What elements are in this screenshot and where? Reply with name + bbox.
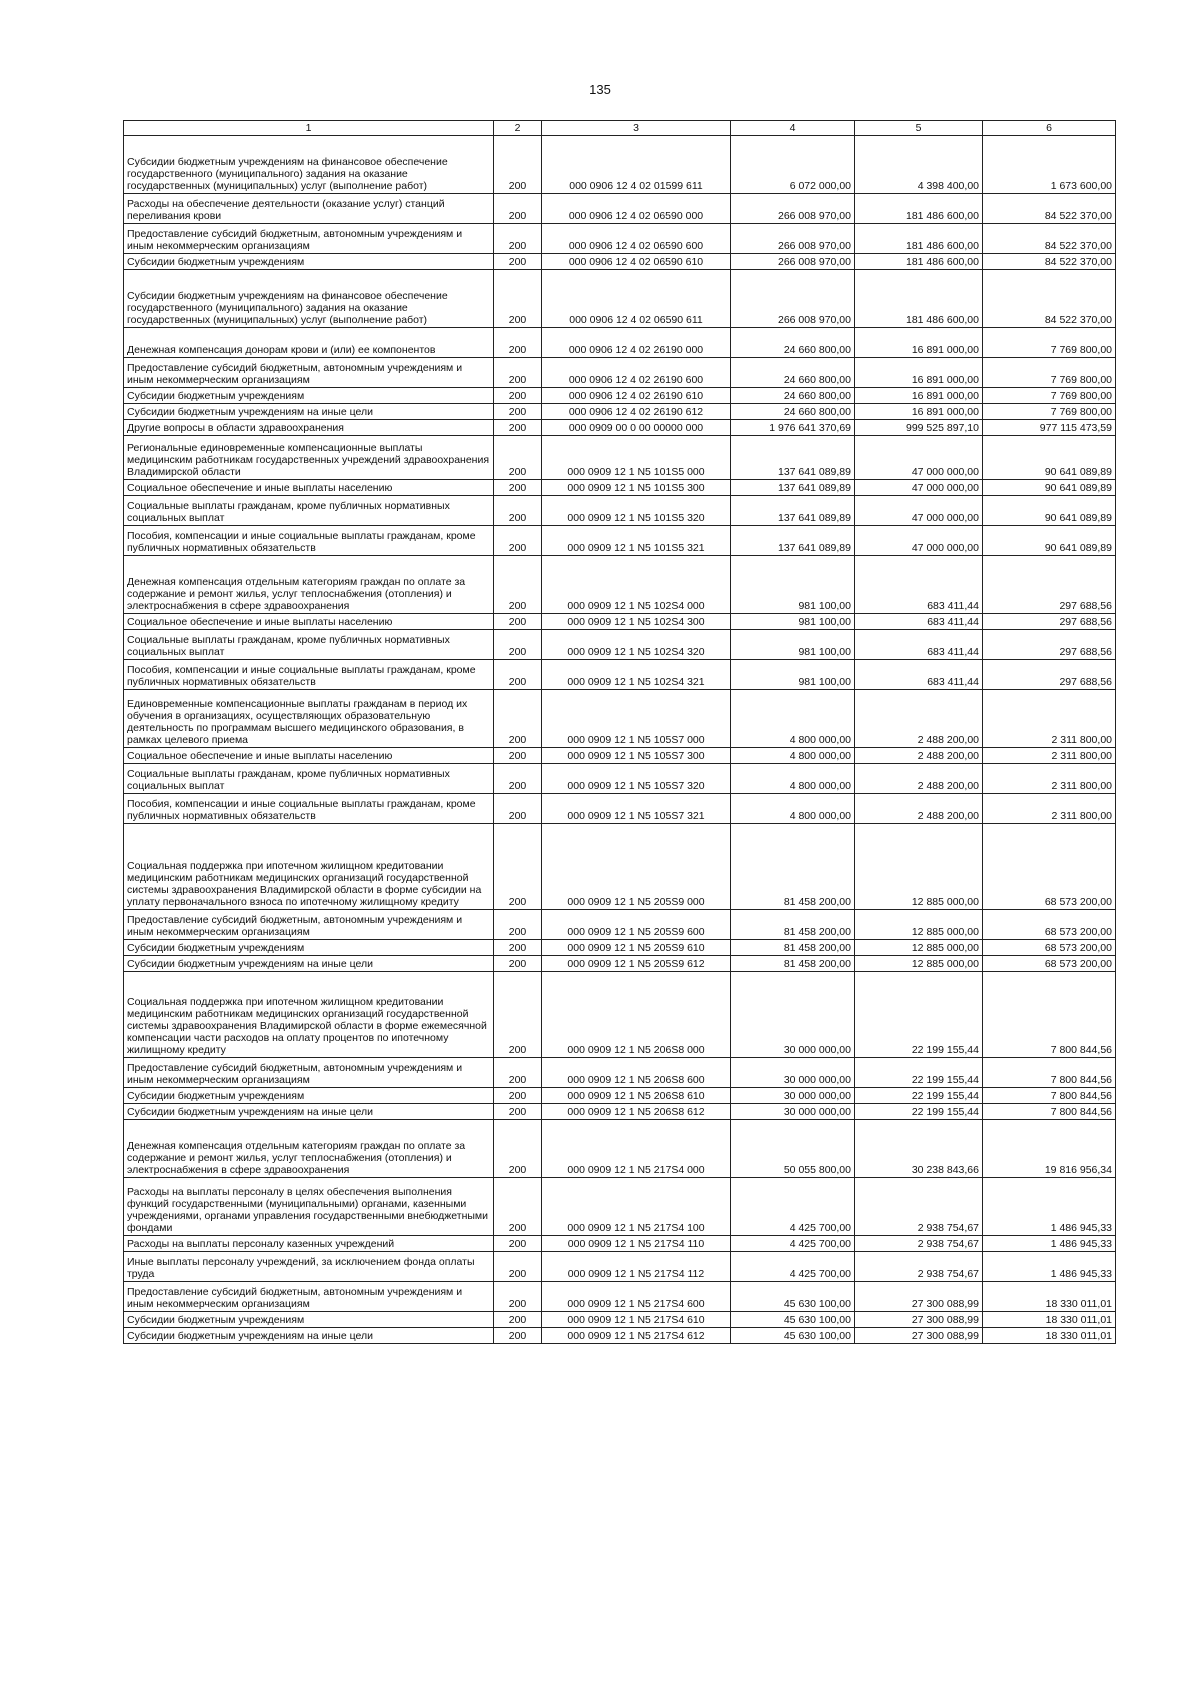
code-cell: 200 <box>494 614 542 630</box>
amount-remaining-cell: 68 573 200,00 <box>983 824 1116 910</box>
kbk-cell: 000 0906 12 4 02 26190 610 <box>542 388 731 404</box>
table-row <box>124 940 1116 956</box>
amount-remaining-cell: 90 641 089,89 <box>983 526 1116 556</box>
kbk-cell: 000 0906 12 4 02 06590 611 <box>542 270 731 328</box>
kbk-cell: 000 0909 12 1 N5 105S7 000 <box>542 690 731 748</box>
amount-total-cell: 30 000 000,00 <box>731 972 855 1058</box>
amount-remaining-cell: 18 330 011,01 <box>983 1282 1116 1312</box>
kbk-cell: 000 0906 12 4 02 06590 000 <box>542 194 731 224</box>
table-row <box>124 436 1116 480</box>
column-header: 3 <box>542 121 731 136</box>
table-row <box>124 1328 1116 1344</box>
page-number: 135 <box>589 82 611 97</box>
amount-executed-cell: 30 238 843,66 <box>855 1120 983 1178</box>
amount-remaining-cell: 297 688,56 <box>983 660 1116 690</box>
name-cell: Субсидии бюджетным учреждениям <box>124 940 494 956</box>
name-cell: Расходы на выплаты персоналу казенных учреждений <box>124 1236 494 1252</box>
amount-total-cell: 981 100,00 <box>731 660 855 690</box>
amount-remaining-cell: 68 573 200,00 <box>983 940 1116 956</box>
amount-remaining-cell: 84 522 370,00 <box>983 254 1116 270</box>
code-cell: 200 <box>494 956 542 972</box>
amount-total-cell: 137 641 089,89 <box>731 526 855 556</box>
amount-executed-cell: 12 885 000,00 <box>855 940 983 956</box>
table-row <box>124 1282 1116 1312</box>
amount-executed-cell: 22 199 155,44 <box>855 1058 983 1088</box>
kbk-cell: 000 0909 12 1 N5 217S4 110 <box>542 1236 731 1252</box>
table-row <box>124 480 1116 496</box>
amount-total-cell: 4 425 700,00 <box>731 1252 855 1282</box>
amount-total-cell: 1 976 641 370,69 <box>731 420 855 436</box>
code-cell: 200 <box>494 748 542 764</box>
code-cell: 200 <box>494 1252 542 1282</box>
amount-executed-cell: 27 300 088,99 <box>855 1312 983 1328</box>
code-cell: 200 <box>494 404 542 420</box>
name-cell: Предоставление субсидий бюджетным, автономным учреждениям и иным некоммерческим организациям <box>124 358 494 388</box>
kbk-cell: 000 0909 12 1 N5 101S5 321 <box>542 526 731 556</box>
kbk-cell: 000 0906 12 4 02 26190 600 <box>542 358 731 388</box>
name-cell: Денежная компенсация донорам крови и (или) ее компонентов <box>124 328 494 358</box>
code-cell: 200 <box>494 420 542 436</box>
amount-total-cell: 24 660 800,00 <box>731 358 855 388</box>
amount-executed-cell: 181 486 600,00 <box>855 270 983 328</box>
amount-total-cell: 6 072 000,00 <box>731 136 855 194</box>
amount-total-cell: 981 100,00 <box>731 614 855 630</box>
kbk-cell: 000 0906 12 4 02 01599 611 <box>542 136 731 194</box>
amount-executed-cell: 47 000 000,00 <box>855 526 983 556</box>
code-cell: 200 <box>494 764 542 794</box>
amount-total-cell: 981 100,00 <box>731 630 855 660</box>
name-cell: Социальная поддержка при ипотечном жилищном кредитовании медицинским работникам медицинских организаций государственной системы здравоохранения Владимирской области в форме ежемесячной компенсации части расходов на оплату процентов по ипотечному жилищному кредиту <box>124 972 494 1058</box>
kbk-cell: 000 0909 12 1 N5 102S4 321 <box>542 660 731 690</box>
amount-executed-cell: 683 411,44 <box>855 630 983 660</box>
code-cell: 200 <box>494 824 542 910</box>
amount-total-cell: 24 660 800,00 <box>731 404 855 420</box>
code-cell: 200 <box>494 794 542 824</box>
amount-remaining-cell: 90 641 089,89 <box>983 436 1116 480</box>
kbk-cell: 000 0909 12 1 N5 206S8 612 <box>542 1104 731 1120</box>
code-cell: 200 <box>494 270 542 328</box>
table-row <box>124 1236 1116 1252</box>
amount-executed-cell: 12 885 000,00 <box>855 956 983 972</box>
amount-executed-cell: 16 891 000,00 <box>855 358 983 388</box>
table-row <box>124 660 1116 690</box>
amount-remaining-cell: 2 311 800,00 <box>983 748 1116 764</box>
amount-executed-cell: 683 411,44 <box>855 614 983 630</box>
amount-remaining-cell: 7 769 800,00 <box>983 328 1116 358</box>
amount-executed-cell: 22 199 155,44 <box>855 1088 983 1104</box>
code-cell: 200 <box>494 690 542 748</box>
code-cell: 200 <box>494 358 542 388</box>
column-header: 1 <box>124 121 494 136</box>
amount-total-cell: 266 008 970,00 <box>731 254 855 270</box>
kbk-cell: 000 0909 12 1 N5 217S4 610 <box>542 1312 731 1328</box>
amount-remaining-cell: 7 800 844,56 <box>983 1088 1116 1104</box>
amount-remaining-cell: 7 769 800,00 <box>983 388 1116 404</box>
name-cell: Субсидии бюджетным учреждениям на иные цели <box>124 404 494 420</box>
kbk-cell: 000 0909 12 1 N5 101S5 000 <box>542 436 731 480</box>
amount-total-cell: 981 100,00 <box>731 556 855 614</box>
amount-executed-cell: 47 000 000,00 <box>855 480 983 496</box>
table-row <box>124 556 1116 614</box>
table-row <box>124 136 1116 194</box>
table-row <box>124 794 1116 824</box>
amount-total-cell: 30 000 000,00 <box>731 1058 855 1088</box>
column-header: 6 <box>983 121 1116 136</box>
table-row <box>124 748 1116 764</box>
table-row <box>124 1088 1116 1104</box>
name-cell: Социальное обеспечение и иные выплаты населению <box>124 748 494 764</box>
table-row <box>124 1178 1116 1236</box>
amount-total-cell: 4 800 000,00 <box>731 690 855 748</box>
budget-table <box>123 120 1116 1344</box>
table-row <box>124 328 1116 358</box>
kbk-cell: 000 0909 12 1 N5 105S7 300 <box>542 748 731 764</box>
name-cell: Субсидии бюджетным учреждениям <box>124 254 494 270</box>
table-row <box>124 496 1116 526</box>
table-row <box>124 194 1116 224</box>
table-row <box>124 526 1116 556</box>
amount-total-cell: 81 458 200,00 <box>731 910 855 940</box>
table-row <box>124 972 1116 1058</box>
table-row <box>124 1120 1116 1178</box>
kbk-cell: 000 0909 12 1 N5 105S7 320 <box>542 764 731 794</box>
kbk-cell: 000 0906 12 4 02 26190 000 <box>542 328 731 358</box>
name-cell: Субсидии бюджетным учреждениям <box>124 1312 494 1328</box>
amount-remaining-cell: 7 769 800,00 <box>983 358 1116 388</box>
amount-remaining-cell: 2 311 800,00 <box>983 690 1116 748</box>
column-header: 4 <box>731 121 855 136</box>
code-cell: 200 <box>494 480 542 496</box>
amount-total-cell: 4 800 000,00 <box>731 764 855 794</box>
amount-total-cell: 4 425 700,00 <box>731 1236 855 1252</box>
amount-executed-cell: 47 000 000,00 <box>855 436 983 480</box>
table-row <box>124 690 1116 748</box>
name-cell: Денежная компенсация отдельным категориям граждан по оплате за содержание и ремонт жилья, услуг теплоснабжения (отопления) и электроснабжения в сфере здравоохранения <box>124 1120 494 1178</box>
table-row <box>124 630 1116 660</box>
amount-remaining-cell: 68 573 200,00 <box>983 910 1116 940</box>
amount-executed-cell: 2 488 200,00 <box>855 748 983 764</box>
kbk-cell: 000 0909 12 1 N5 206S8 000 <box>542 972 731 1058</box>
kbk-cell: 000 0906 12 4 02 06590 610 <box>542 254 731 270</box>
code-cell: 200 <box>494 388 542 404</box>
kbk-cell: 000 0906 12 4 02 06590 600 <box>542 224 731 254</box>
name-cell: Региональные единовременные компенсационные выплаты медицинским работникам государственных учреждений здравоохранения Владимирской области <box>124 436 494 480</box>
amount-total-cell: 266 008 970,00 <box>731 270 855 328</box>
kbk-cell: 000 0906 12 4 02 26190 612 <box>542 404 731 420</box>
amount-total-cell: 24 660 800,00 <box>731 388 855 404</box>
amount-remaining-cell: 84 522 370,00 <box>983 194 1116 224</box>
amount-remaining-cell: 7 769 800,00 <box>983 404 1116 420</box>
table-row <box>124 824 1116 910</box>
name-cell: Пособия, компенсации и иные социальные выплаты гражданам, кроме публичных нормативных обязательств <box>124 526 494 556</box>
kbk-cell: 000 0909 12 1 N5 217S4 112 <box>542 1252 731 1282</box>
amount-executed-cell: 16 891 000,00 <box>855 328 983 358</box>
table-row <box>124 254 1116 270</box>
table-row <box>124 388 1116 404</box>
amount-remaining-cell: 18 330 011,01 <box>983 1328 1116 1344</box>
amount-total-cell: 45 630 100,00 <box>731 1312 855 1328</box>
name-cell: Расходы на обеспечение деятельности (оказание услуг) станций переливания крови <box>124 194 494 224</box>
amount-total-cell: 30 000 000,00 <box>731 1088 855 1104</box>
amount-remaining-cell: 1 486 945,33 <box>983 1236 1116 1252</box>
code-cell: 200 <box>494 1178 542 1236</box>
name-cell: Предоставление субсидий бюджетным, автономным учреждениям и иным некоммерческим организациям <box>124 1282 494 1312</box>
code-cell: 200 <box>494 1120 542 1178</box>
amount-remaining-cell: 297 688,56 <box>983 630 1116 660</box>
amount-remaining-cell: 977 115 473,59 <box>983 420 1116 436</box>
table-row <box>124 420 1116 436</box>
table-row <box>124 764 1116 794</box>
kbk-cell: 000 0909 12 1 N5 217S4 612 <box>542 1328 731 1344</box>
amount-remaining-cell: 1 486 945,33 <box>983 1252 1116 1282</box>
amount-remaining-cell: 2 311 800,00 <box>983 794 1116 824</box>
code-cell: 200 <box>494 556 542 614</box>
table-row <box>124 956 1116 972</box>
amount-executed-cell: 2 488 200,00 <box>855 794 983 824</box>
name-cell: Расходы на выплаты персоналу в целях обеспечения выполнения функций государственными (муниципальными) органами, казенными учреждениями, органами управления государственными внебюджетными фондами <box>124 1178 494 1236</box>
name-cell: Субсидии бюджетным учреждениям <box>124 1088 494 1104</box>
amount-executed-cell: 12 885 000,00 <box>855 824 983 910</box>
name-cell: Субсидии бюджетным учреждениям на иные цели <box>124 1328 494 1344</box>
kbk-cell: 000 0909 00 0 00 00000 000 <box>542 420 731 436</box>
amount-executed-cell: 2 938 754,67 <box>855 1252 983 1282</box>
amount-remaining-cell: 297 688,56 <box>983 556 1116 614</box>
table-row <box>124 270 1116 328</box>
name-cell: Другие вопросы в области здравоохранения <box>124 420 494 436</box>
amount-total-cell: 137 641 089,89 <box>731 480 855 496</box>
amount-executed-cell: 2 488 200,00 <box>855 764 983 794</box>
amount-remaining-cell: 1 486 945,33 <box>983 1178 1116 1236</box>
code-cell: 200 <box>494 1088 542 1104</box>
amount-executed-cell: 27 300 088,99 <box>855 1328 983 1344</box>
amount-remaining-cell: 1 673 600,00 <box>983 136 1116 194</box>
amount-executed-cell: 4 398 400,00 <box>855 136 983 194</box>
code-cell: 200 <box>494 1236 542 1252</box>
amount-total-cell: 266 008 970,00 <box>731 194 855 224</box>
code-cell: 200 <box>494 1312 542 1328</box>
amount-total-cell: 45 630 100,00 <box>731 1282 855 1312</box>
code-cell: 200 <box>494 224 542 254</box>
name-cell: Субсидии бюджетным учреждениям <box>124 388 494 404</box>
code-cell: 200 <box>494 194 542 224</box>
name-cell: Пособия, компенсации и иные социальные выплаты гражданам, кроме публичных нормативных обязательств <box>124 660 494 690</box>
amount-executed-cell: 2 938 754,67 <box>855 1178 983 1236</box>
name-cell: Субсидии бюджетным учреждениям на иные цели <box>124 956 494 972</box>
amount-executed-cell: 16 891 000,00 <box>855 404 983 420</box>
amount-total-cell: 30 000 000,00 <box>731 1104 855 1120</box>
header-row <box>124 121 1116 136</box>
amount-total-cell: 81 458 200,00 <box>731 824 855 910</box>
name-cell: Предоставление субсидий бюджетным, автономным учреждениям и иным некоммерческим организациям <box>124 224 494 254</box>
code-cell: 200 <box>494 328 542 358</box>
name-cell: Денежная компенсация отдельным категориям граждан по оплате за содержание и ремонт жилья, услуг теплоснабжения (отопления) и электроснабжения в сфере здравоохранения <box>124 556 494 614</box>
kbk-cell: 000 0909 12 1 N5 102S4 000 <box>542 556 731 614</box>
kbk-cell: 000 0909 12 1 N5 217S4 000 <box>542 1120 731 1178</box>
amount-remaining-cell: 2 311 800,00 <box>983 764 1116 794</box>
code-cell: 200 <box>494 910 542 940</box>
kbk-cell: 000 0909 12 1 N5 205S9 000 <box>542 824 731 910</box>
kbk-cell: 000 0909 12 1 N5 206S8 600 <box>542 1058 731 1088</box>
name-cell: Субсидии бюджетным учреждениям на финансовое обеспечение государственного (муниципального) задания на оказание государственных (муниципальных) услуг (выполнение работ) <box>124 270 494 328</box>
name-cell: Субсидии бюджетным учреждениям на иные цели <box>124 1104 494 1120</box>
amount-remaining-cell: 90 641 089,89 <box>983 480 1116 496</box>
amount-remaining-cell: 68 573 200,00 <box>983 956 1116 972</box>
column-header: 2 <box>494 121 542 136</box>
name-cell: Пособия, компенсации и иные социальные выплаты гражданам, кроме публичных нормативных обязательств <box>124 794 494 824</box>
amount-executed-cell: 999 525 897,10 <box>855 420 983 436</box>
code-cell: 200 <box>494 136 542 194</box>
kbk-cell: 000 0909 12 1 N5 102S4 320 <box>542 630 731 660</box>
name-cell: Предоставление субсидий бюджетным, автономным учреждениям и иным некоммерческим организациям <box>124 910 494 940</box>
kbk-cell: 000 0909 12 1 N5 101S5 300 <box>542 480 731 496</box>
table-row <box>124 404 1116 420</box>
name-cell: Социальные выплаты гражданам, кроме публичных нормативных социальных выплат <box>124 496 494 526</box>
amount-executed-cell: 683 411,44 <box>855 660 983 690</box>
code-cell: 200 <box>494 1058 542 1088</box>
amount-total-cell: 50 055 800,00 <box>731 1120 855 1178</box>
amount-executed-cell: 2 938 754,67 <box>855 1236 983 1252</box>
amount-total-cell: 137 641 089,89 <box>731 436 855 480</box>
amount-remaining-cell: 19 816 956,34 <box>983 1120 1116 1178</box>
name-cell: Социальные выплаты гражданам, кроме публичных нормативных социальных выплат <box>124 630 494 660</box>
table-row <box>124 910 1116 940</box>
code-cell: 200 <box>494 1104 542 1120</box>
kbk-cell: 000 0909 12 1 N5 206S8 610 <box>542 1088 731 1104</box>
amount-remaining-cell: 7 800 844,56 <box>983 1104 1116 1120</box>
code-cell: 200 <box>494 496 542 526</box>
table-row <box>124 1252 1116 1282</box>
table-row <box>124 1312 1116 1328</box>
kbk-cell: 000 0909 12 1 N5 205S9 600 <box>542 910 731 940</box>
code-cell: 200 <box>494 940 542 956</box>
code-cell: 200 <box>494 1282 542 1312</box>
name-cell: Социальное обеспечение и иные выплаты населению <box>124 480 494 496</box>
amount-executed-cell: 22 199 155,44 <box>855 972 983 1058</box>
kbk-cell: 000 0909 12 1 N5 102S4 300 <box>542 614 731 630</box>
amount-executed-cell: 47 000 000,00 <box>855 496 983 526</box>
amount-remaining-cell: 84 522 370,00 <box>983 224 1116 254</box>
amount-remaining-cell: 7 800 844,56 <box>983 972 1116 1058</box>
kbk-cell: 000 0909 12 1 N5 101S5 320 <box>542 496 731 526</box>
amount-remaining-cell: 84 522 370,00 <box>983 270 1116 328</box>
name-cell: Иные выплаты персоналу учреждений, за исключением фонда оплаты труда <box>124 1252 494 1282</box>
code-cell: 200 <box>494 526 542 556</box>
name-cell: Социальные выплаты гражданам, кроме публичных нормативных социальных выплат <box>124 764 494 794</box>
amount-executed-cell: 181 486 600,00 <box>855 194 983 224</box>
code-cell: 200 <box>494 254 542 270</box>
code-cell: 200 <box>494 972 542 1058</box>
amount-remaining-cell: 297 688,56 <box>983 614 1116 630</box>
amount-executed-cell: 27 300 088,99 <box>855 1282 983 1312</box>
amount-total-cell: 4 800 000,00 <box>731 748 855 764</box>
amount-executed-cell: 181 486 600,00 <box>855 254 983 270</box>
column-header: 5 <box>855 121 983 136</box>
code-cell: 200 <box>494 630 542 660</box>
amount-total-cell: 4 425 700,00 <box>731 1178 855 1236</box>
amount-executed-cell: 181 486 600,00 <box>855 224 983 254</box>
amount-total-cell: 4 800 000,00 <box>731 794 855 824</box>
amount-total-cell: 45 630 100,00 <box>731 1328 855 1344</box>
amount-total-cell: 81 458 200,00 <box>731 940 855 956</box>
code-cell: 200 <box>494 1328 542 1344</box>
kbk-cell: 000 0909 12 1 N5 105S7 321 <box>542 794 731 824</box>
kbk-cell: 000 0909 12 1 N5 205S9 612 <box>542 956 731 972</box>
name-cell: Предоставление субсидий бюджетным, автономным учреждениям и иным некоммерческим организациям <box>124 1058 494 1088</box>
amount-total-cell: 137 641 089,89 <box>731 496 855 526</box>
table-row <box>124 358 1116 388</box>
table-row <box>124 1104 1116 1120</box>
kbk-cell: 000 0909 12 1 N5 217S4 100 <box>542 1178 731 1236</box>
amount-executed-cell: 2 488 200,00 <box>855 690 983 748</box>
name-cell: Единовременные компенсационные выплаты гражданам в период их обучения в организациях, осуществляющих образовательную деятельность по программам высшего медицинского образования, в рамках целевого приема <box>124 690 494 748</box>
amount-total-cell: 81 458 200,00 <box>731 956 855 972</box>
amount-executed-cell: 12 885 000,00 <box>855 910 983 940</box>
table-row <box>124 1058 1116 1088</box>
amount-remaining-cell: 90 641 089,89 <box>983 496 1116 526</box>
amount-executed-cell: 16 891 000,00 <box>855 388 983 404</box>
amount-total-cell: 266 008 970,00 <box>731 224 855 254</box>
kbk-cell: 000 0909 12 1 N5 217S4 600 <box>542 1282 731 1312</box>
name-cell: Социальная поддержка при ипотечном жилищном кредитовании медицинским работникам медицинских организаций государственной системы здравоохранения Владимирской области в форме субсидии на уплату первоначального взноса по ипотечному жилищному кредиту <box>124 824 494 910</box>
kbk-cell: 000 0909 12 1 N5 205S9 610 <box>542 940 731 956</box>
amount-executed-cell: 683 411,44 <box>855 556 983 614</box>
amount-executed-cell: 22 199 155,44 <box>855 1104 983 1120</box>
code-cell: 200 <box>494 436 542 480</box>
name-cell: Социальное обеспечение и иные выплаты населению <box>124 614 494 630</box>
code-cell: 200 <box>494 660 542 690</box>
table-row <box>124 224 1116 254</box>
table-row <box>124 614 1116 630</box>
amount-remaining-cell: 7 800 844,56 <box>983 1058 1116 1088</box>
name-cell: Субсидии бюджетным учреждениям на финансовое обеспечение государственного (муниципального) задания на оказание государственных (муниципальных) услуг (выполнение работ) <box>124 136 494 194</box>
amount-remaining-cell: 18 330 011,01 <box>983 1312 1116 1328</box>
amount-total-cell: 24 660 800,00 <box>731 328 855 358</box>
